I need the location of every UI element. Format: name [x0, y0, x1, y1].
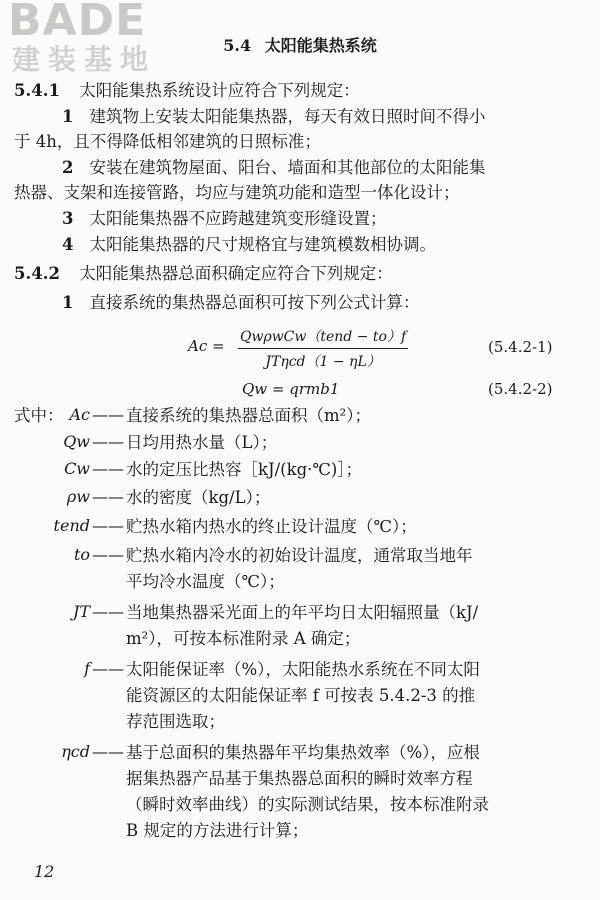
formula-2: Qw = qrmb1	[242, 380, 340, 398]
item-1-cont: 于 4h，且不得降低相邻建筑的日照标准；	[14, 132, 321, 151]
item-2: 2 安装在建筑物屋面、阳台、墙面和其他部位的太阳能集	[62, 158, 486, 177]
formula-lhs: Ac =	[188, 337, 225, 355]
def-dash: ——	[92, 432, 124, 451]
item-4: 4 太阳能集热器的尺寸规格宜与建筑模数相协调。	[62, 235, 436, 254]
item-2-cont: 热器、支架和连接管路，均应与建筑功能和造型一体化设计；	[14, 183, 460, 202]
def-dash: ——	[92, 516, 124, 535]
formula-fraction	[238, 326, 408, 371]
clause-5-4-1	[14, 80, 360, 102]
def-text-cont: （瞬时效率曲线）的实际测试结果，按本标准附录	[126, 795, 489, 814]
def-text: 太阳能保证率（%），太阳能热水系统在不同太阳	[126, 660, 480, 679]
def-symbol: to	[73, 545, 90, 564]
def-text-cont: 平均冷水温度（℃）；	[126, 572, 285, 591]
where-label: 式中：	[14, 406, 64, 425]
def-symbol: f	[84, 659, 90, 678]
def-text: 直接系统的集热器总面积（m²）；	[126, 406, 372, 425]
section-number: 5.4	[223, 36, 252, 55]
def-dash: ——	[92, 487, 124, 506]
def-symbol: Qw	[63, 432, 90, 451]
clause-number: 5.4.1	[14, 81, 60, 100]
watermark-subtitle: 建装基地	[12, 43, 157, 76]
def-dash: ——	[92, 459, 124, 478]
def-text: 水的密度（kg/L）；	[126, 488, 271, 507]
page-number: 12	[34, 862, 55, 881]
clause-text: 太阳能集热系统设计应符合下列规定：	[79, 81, 360, 100]
def-dash: ——	[92, 405, 124, 424]
formula-tag-2: (5.4.2-2)	[488, 380, 553, 398]
formula-numerator: QwρwCw（tend − to）f	[238, 326, 408, 349]
def-text: 贮热水箱内冷水的初始设计温度，通常取当地年	[126, 546, 473, 565]
def-text-cont: 据集热器产品基于集热器总面积的瞬时效率方程	[126, 769, 473, 788]
formula-denominator: JTηcd（1 − ηL）	[265, 354, 381, 370]
clause-text: 太阳能集热器总面积确定应符合下列规定：	[79, 264, 393, 283]
def-dash: ——	[92, 545, 124, 564]
item-5-4-2-1: 1 直接系统的集热器总面积可按下列公式计算：	[62, 293, 420, 312]
def-dash: ——	[92, 602, 124, 621]
def-text-cont: 荐范围选取；	[126, 712, 225, 731]
def-text: 水的定压比热容［kJ/(kg·℃)］；	[126, 460, 363, 479]
formula-tag-1: (5.4.2-1)	[488, 338, 553, 356]
section-title	[0, 33, 600, 56]
def-symbol: ηcd	[61, 742, 90, 761]
def-dash: ——	[92, 659, 124, 678]
item-3: 3 太阳能集热器不应跨越建筑变形缝设置；	[62, 209, 387, 228]
def-symbol: Ac	[69, 405, 90, 424]
def-text-cont: 能资源区的太阳能保证率 f 可按表 5.4.2-3 的推	[126, 686, 476, 705]
def-text: 贮热水箱内热水的终止设计温度（℃）；	[126, 517, 417, 536]
def-symbol: tend	[53, 516, 90, 535]
item-1: 1 建筑物上安装太阳能集热器，每天有效日照时间不得小	[62, 107, 486, 126]
def-symbol: JT	[72, 602, 90, 621]
section-name: 太阳能集热系统	[264, 36, 377, 55]
def-text: 基于总面积的集热器年平均集热效率（%），应根	[126, 743, 480, 762]
def-symbol: Cw	[64, 459, 90, 478]
def-dash: ——	[92, 742, 124, 761]
clause-5-4-2	[14, 263, 393, 285]
def-symbol: ρw	[66, 487, 90, 506]
def-text: 当地集热器采光面上的年平均日太阳辐照量（kJ/	[126, 603, 479, 622]
def-text-cont: m²），可按本标准附录 A 确定；	[126, 629, 361, 648]
def-text: 日均用热水量（L）；	[126, 433, 278, 452]
def-text-cont: B 规定的方法进行计算；	[126, 821, 309, 840]
clause-number: 5.4.2	[14, 264, 60, 283]
watermark-brand: BADE	[8, 0, 147, 46]
